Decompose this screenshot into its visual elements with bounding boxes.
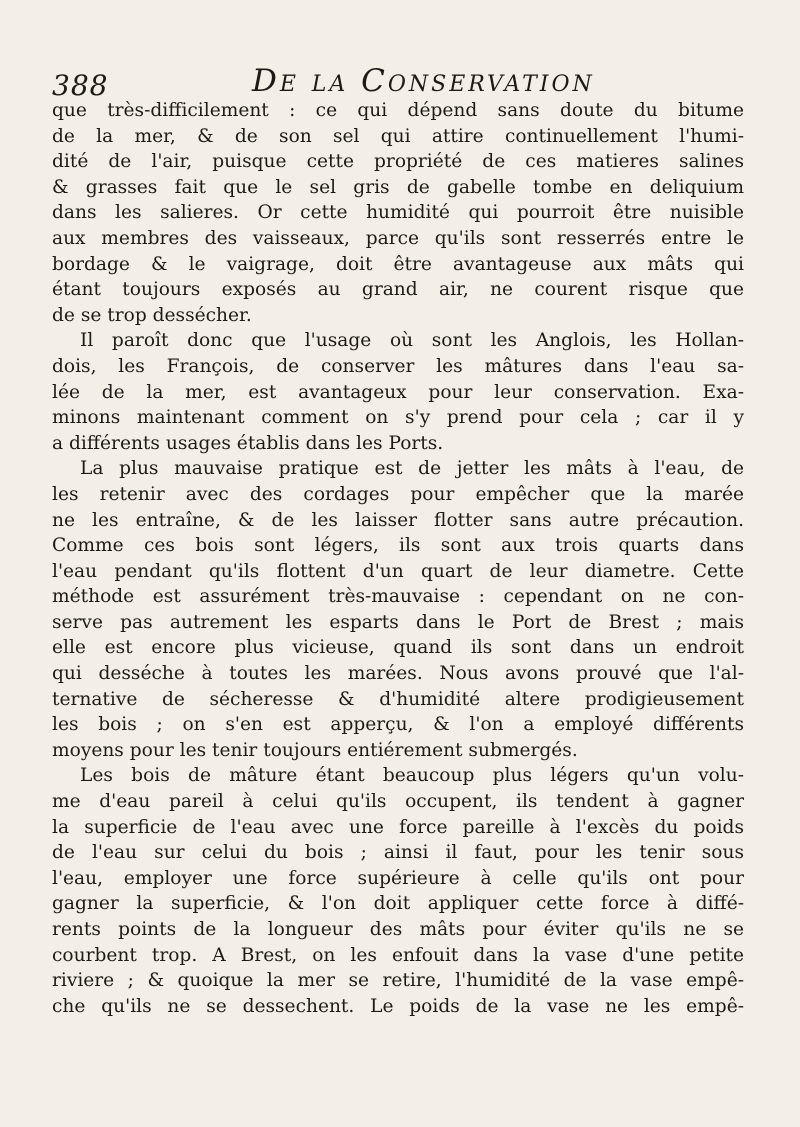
text-line: méthode est assurément très-mauvaise : cependant on ne con- <box>52 586 744 608</box>
text-line: elle est encore plus vicieuse, quand ils sont dans un endroit <box>52 637 744 659</box>
text-line: che qu'ils ne se dessechent. Le poids de la vase ne les empê- <box>52 995 744 1017</box>
text-line: dois, les François, de conserver les mâtures dans l'eau sa- <box>52 355 744 377</box>
text-line: ne les entraîne, & de les laisser flotter sans autre précaution. <box>52 509 744 531</box>
text-line: l'eau, employer une force supérieure à celle qu'ils ont pour <box>52 867 744 889</box>
text-line: serve pas autrement les esparts dans le Port de Brest ; mais <box>52 611 744 633</box>
page-header <box>52 63 742 103</box>
text-line: de la mer, & de son sel qui attire continuellement l'humi- <box>52 125 744 147</box>
text-line: courbent trop. A Brest, on les enfouit dans la vase d'une petite <box>52 944 744 966</box>
text-line: l'eau pendant qu'ils flottent d'un quart de leur diametre. Cette <box>52 560 744 582</box>
text-line: La plus mauvaise pratique est de jetter les mâts à l'eau, de <box>80 458 744 480</box>
page-number: 388 <box>52 69 109 102</box>
text-line: gagner la superficie, & l'on doit appliquer cette force à diffé- <box>52 893 744 915</box>
text-line: me d'eau pareil à celui qu'ils occupent, ils tendent à gagner <box>52 791 744 813</box>
text-line: de l'eau sur celui du bois ; ainsi il faut, pour les tenir sous <box>52 842 744 864</box>
text-line: Comme ces bois sont légers, ils sont aux trois quarts dans <box>52 535 744 557</box>
text-line: étant toujours exposés au grand air, ne courent risque que <box>52 279 744 301</box>
text-line: qui desséche à toutes les marées. Nous avons prouvé que l'al- <box>52 663 744 685</box>
text-line: dité de l'air, puisque cette propriété de ces matieres salines <box>52 151 744 173</box>
text-line: les bois ; on s'en est apperçu, & l'on a employé différents <box>52 714 744 736</box>
text-line: a différents usages établis dans les Ports. <box>52 432 444 454</box>
text-line: bordage & le vaigrage, doit être avantageuse aux mâts qui <box>52 253 744 275</box>
text-line: les retenir avec des cordages pour empêcher que la marée <box>52 483 744 505</box>
text-line: Il paroît donc que l'usage où sont les Anglois, les Hollan- <box>80 330 744 352</box>
text-line: rents points de la longueur des mâts pour éviter qu'ils ne se <box>52 919 744 940</box>
text-line: dans les salieres. Or cette humidité qui pourroit être nuisible <box>52 202 744 224</box>
body-text <box>52 98 744 1019</box>
running-title: De la Conservation <box>252 63 595 99</box>
text-line: Les bois de mâture étant beaucoup plus légers qu'un volu- <box>80 765 744 787</box>
text-line: & grasses fait que le sel gris de gabelle tombe en deliquium <box>52 176 744 198</box>
text-line: riviere ; & quoique la mer se retire, l'humidité de la vase empê- <box>52 970 744 992</box>
text-line: lée de la mer, est avantageux pour leur conservation. Exa- <box>52 381 744 403</box>
text-line: la superficie de l'eau avec une force pareille à l'excès du poids <box>52 816 744 838</box>
text-line: moyens pour les tenir toujours entiérement submergés. <box>52 739 578 761</box>
text-line: minons maintenant comment on s'y prend pour cela ; car il y <box>52 407 744 429</box>
text-line: de se trop dessécher. <box>52 304 252 326</box>
text-line: aux membres des vaisseaux, parce qu'ils sont resserrés entre le <box>52 227 744 249</box>
text-line: ternative de sécheresse & d'humidité altere prodigieusement <box>52 688 744 710</box>
text-line: que très-difficilement : ce qui dépend sans doute du bitume <box>52 100 744 121</box>
